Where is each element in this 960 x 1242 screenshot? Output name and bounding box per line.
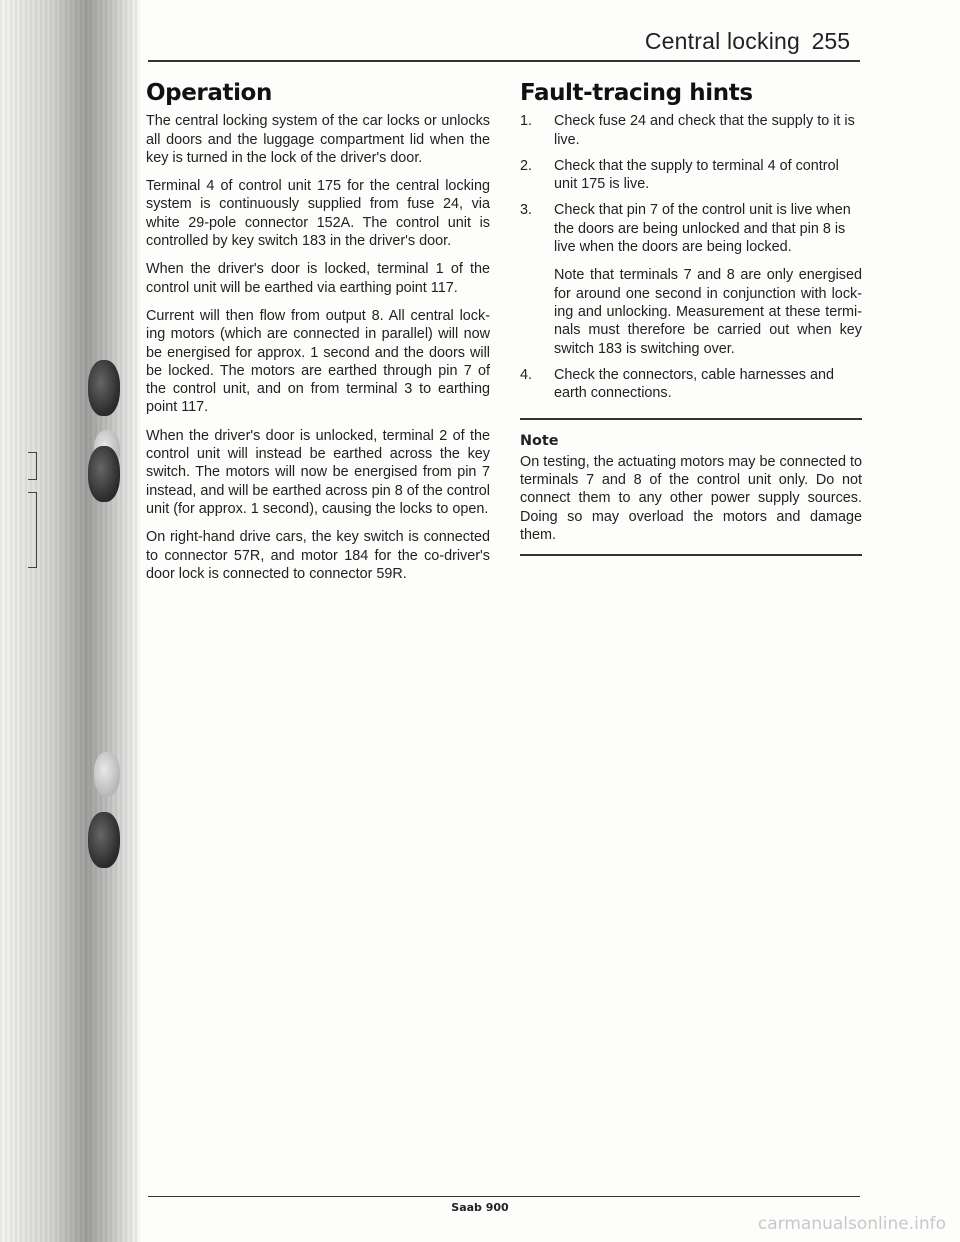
item-note: Note that terminals 7 and 8 are only energised for around one second in conjunction with lock-ing and unlocking. Measurement at these termi-nals must therefore be carried out when key switch 183 is switching over. [554,267,862,357]
footer-text: Saab 900 [451,1201,509,1214]
margin-bracket [28,492,37,568]
fault-tracing-list [520,112,862,402]
binding-edge [0,0,140,1242]
header-rule [148,60,860,62]
note-label: Note [520,433,559,450]
page-number: 255 [811,28,850,54]
item-number: 2. [520,157,533,174]
header-title: Central locking [644,28,800,54]
item-number: 4. [520,366,533,383]
operation-column [146,80,490,593]
item-text: Check that the supply to terminal 4 of control unit 175 is live. [554,157,839,193]
punch-hole-icon [94,752,120,796]
operation-heading: Operation [146,80,272,106]
punch-hole-icon [88,812,120,868]
list-item [520,201,862,357]
item-text: Check fuse 24 and check that the supply to it is live. [554,113,855,148]
punch-hole-icon [88,360,120,416]
item-number: 3. [520,202,533,219]
paragraph: When the driver's door is unlocked, terminal 2 of the control unit will instead be earthed across the key switch. The motors will now be energised from pin 7 instead, and will be earthed across pin 8 of the control unit (for approx. 1 second), causing the locks to open. [146,427,490,517]
item-text: Check the connectors, cable harnesses and earth connections. [554,366,834,402]
paragraph: Terminal 4 of control unit 175 for the central locking system is continuously supplied from fuse 24, via white 29-pole connector 152A. The control unit is controlled by key switch 183 in the driver's door. [146,178,490,250]
paragraph: On right-hand drive cars, the key switch is connected to connector 57R, and motor 184 for the co-driver's door lock is connected to connector 59R. [146,529,490,582]
paragraph: When the driver's door is locked, terminal 1 of the control unit will be earthed via earthing point 117. [146,261,490,296]
item-number: 1. [520,113,533,130]
list-item [520,366,862,403]
fault-tracing-column [520,80,862,568]
list-item [520,112,862,149]
note-bottom-rule [520,554,862,556]
punch-hole-icon [88,446,120,502]
note-text: On testing, the actuating motors may be connected to terminals 7 and 8 of the control unit only. Do not connect them to any other power supply sources. Doing so may overload the motors and damage them. [520,453,862,543]
watermark: carmanualsonline.info [757,1214,946,1234]
fault-tracing-heading: Fault-tracing hints [520,80,753,106]
note-box [520,432,862,544]
note-top-rule [520,418,862,420]
item-text: Check that pin 7 of the control unit is live when the doors are being unlocked and that pin 8 is live when the doors are being locked. [554,202,851,256]
list-item [520,157,862,194]
margin-bracket [28,452,37,480]
paragraph: The central locking system of the car locks or unlocks all doors and the luggage compartment lid when the key is turned in the lock of the driver's door. [146,113,490,166]
paragraph: Current will then flow from output 8. All central lock-ing motors (which are connected in parallel) will now be energised for approx. 1 second and the doors will be locked. The motors are earthed through pin 7 of the control unit, and on from terminal 3 to earthing point 117. [146,307,490,416]
footer-rule [148,1196,860,1197]
